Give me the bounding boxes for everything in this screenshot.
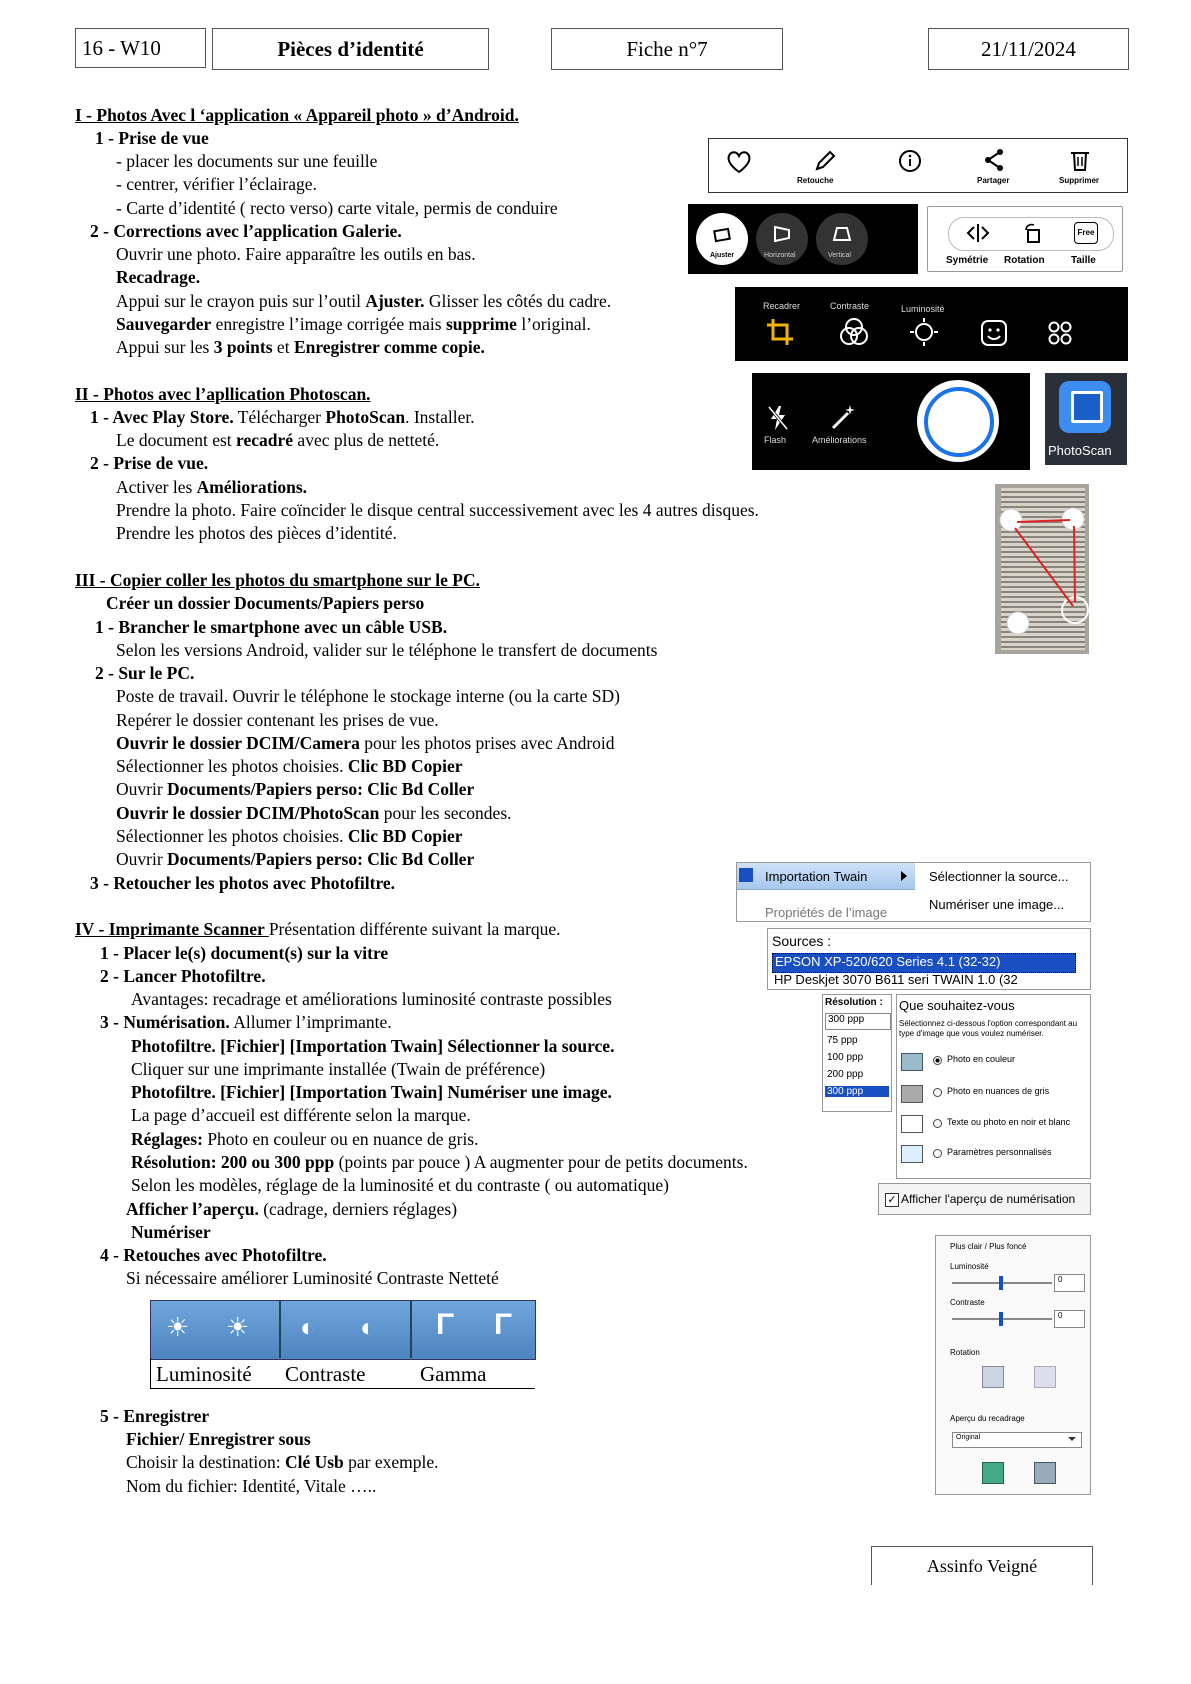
s1-l8d: Enregistrer comme copie. xyxy=(293,337,485,357)
s4-l7 xyxy=(131,1151,748,1174)
contraste-slider-label: Contraste xyxy=(950,1298,985,1307)
twain-menu-label: Importation Twain xyxy=(765,869,868,884)
lcg-divider-1 xyxy=(279,1300,281,1358)
ajuster-label: Ajuster xyxy=(710,252,735,259)
lcg-icons-bar xyxy=(150,1300,536,1360)
s2-l5: Prendre les photos des pièces d’identité. xyxy=(116,523,397,543)
chevron-down-icon xyxy=(1068,1437,1076,1441)
section2-title: II - Photos avec l’apllication Photoscan. xyxy=(75,384,371,404)
galerie-toolbar xyxy=(708,138,1128,193)
s1-l8a: Appui sur les xyxy=(116,337,214,357)
s1-l6 xyxy=(116,290,611,313)
s1-l6b: Ajuster. xyxy=(365,291,425,311)
contraste-tool-label: Contraste xyxy=(285,1362,366,1386)
alignment-lines xyxy=(995,484,1089,654)
contraste-slider-thumb[interactable] xyxy=(999,1312,1003,1326)
header-fiche-text: Fiche n°7 xyxy=(626,36,708,61)
header-date xyxy=(928,28,1129,70)
share-icon xyxy=(983,148,1005,172)
s1-l5: Recadrage. xyxy=(116,267,201,287)
s2-l1a: 1 - Avec Play Store. xyxy=(90,407,234,427)
pencil-icon xyxy=(813,149,837,173)
header-fiche xyxy=(551,28,783,70)
free-size-icon: Free xyxy=(1074,222,1098,244)
toolbar-retouche-label: Retouche xyxy=(797,176,834,185)
footer-box xyxy=(871,1546,1093,1585)
luminosite-tool-label: Luminosité xyxy=(156,1362,252,1386)
contrast-minus-icon: ◐ xyxy=(300,1312,316,1342)
s3-l2: Poste de travail. Ouvrir le téléphone le stockage interne (ou la carte SD) xyxy=(116,686,620,706)
resolution-title: Résolution : xyxy=(825,997,883,1008)
magic-wand-icon xyxy=(830,403,856,431)
s4-l3: Cliquer sur une imprimante installée (Twain de préférence) xyxy=(131,1059,546,1079)
s3-l5b: Clic BD Copier xyxy=(347,756,463,776)
s2-l3 xyxy=(116,476,307,499)
header-title-text: Pièces d’identité xyxy=(277,36,424,61)
resolution-dropdown xyxy=(822,994,892,1112)
photoscan-capture-bar xyxy=(752,373,1030,470)
shutter-ring xyxy=(924,387,994,457)
text-bw-icon xyxy=(901,1115,923,1133)
s4-l13c: par exemple. xyxy=(343,1452,439,1472)
photoscan-app-icon xyxy=(1045,373,1127,465)
rotate-right-icon[interactable] xyxy=(1034,1366,1056,1388)
source-item-epson[interactable]: EPSON XP-520/620 Series 4.1 (32-32) xyxy=(772,953,1076,973)
s2-l1d: . Installer. xyxy=(405,407,475,427)
s3-l7b: pour les secondes. xyxy=(379,803,512,823)
radio-custom[interactable] xyxy=(933,1149,942,1158)
s1-l7d: l’original. xyxy=(516,314,591,334)
contraste-value[interactable]: 0 xyxy=(1054,1310,1085,1328)
apercu-recadrage-label: Aperçu du recadrage xyxy=(950,1414,1025,1423)
s2-l1b: Télécharger xyxy=(233,407,326,427)
s4-l2: Photofiltre. [Fichier] [Importation Twain] Sélectionner la source. xyxy=(131,1036,615,1056)
radio-color[interactable] xyxy=(933,1056,942,1065)
resolution-option-300[interactable]: 300 ppp xyxy=(825,1086,889,1097)
s4-l6 xyxy=(131,1128,479,1151)
section4-title-main: IV - Imprimante Scanner xyxy=(75,919,269,939)
adjust-panel xyxy=(935,1235,1091,1495)
transform-bar xyxy=(927,206,1123,272)
s4-l9 xyxy=(126,1198,457,1221)
s1-sub2: 2 - Corrections avec l’application Galerie. xyxy=(90,221,402,241)
s4-sub4: 4 - Retouches avec Photofiltre. xyxy=(100,1245,327,1265)
twain-menu xyxy=(736,862,1091,922)
s3-l3: Repérer le dossier contenant les prises de vue. xyxy=(116,710,439,730)
luminosite-value[interactable]: 0 xyxy=(1054,1274,1085,1292)
s2-l1 xyxy=(90,406,475,429)
ajuster-bar xyxy=(688,204,918,274)
s4-l11: Si nécessaire améliorer Luminosité Contraste Netteté xyxy=(126,1268,499,1288)
lcg-divider-2 xyxy=(410,1300,412,1358)
s2-l2 xyxy=(116,429,439,452)
scan-image-item[interactable]: Numériser une image... xyxy=(929,897,1065,912)
rotate-left-icon[interactable] xyxy=(982,1366,1004,1388)
vertical-label: Vertical xyxy=(828,252,851,259)
option-gray-label: Photo en nuances de gris xyxy=(947,1086,1050,1096)
crop-rotate-icon xyxy=(712,226,732,244)
twain-icon xyxy=(739,868,753,882)
s1-l7a: Sauvegarder xyxy=(116,314,212,334)
s3-l5 xyxy=(116,755,463,778)
rotate-icon xyxy=(1022,222,1044,244)
s2-l3b: Améliorations. xyxy=(196,477,308,497)
s3-l7a: Ouvrir le dossier DCIM/PhotoScan xyxy=(116,803,380,823)
rotation-label: Rotation xyxy=(1004,255,1045,266)
luminosite-label: Luminosité xyxy=(901,304,945,314)
section4-title-rest: Présentation différente suivant la marque. xyxy=(268,919,561,939)
s3-l6 xyxy=(116,778,474,801)
horizontal-skew-icon xyxy=(772,225,792,243)
sources-dialog xyxy=(767,928,1091,990)
s1-l7 xyxy=(116,313,591,336)
info-icon xyxy=(898,149,922,173)
s3-sub1: 1 - Brancher le smartphone avec un câble USB. xyxy=(95,617,448,637)
s4-l13b: Clé Usb xyxy=(284,1452,344,1472)
luminosite-slider-label: Luminosité xyxy=(950,1262,989,1271)
s4-l8: Selon les modèles, réglage de la luminosité et du contraste ( ou automatique) xyxy=(131,1175,669,1195)
option-custom-label: Paramètres personnalisés xyxy=(947,1147,1052,1157)
gamma-minus-icon: Γ xyxy=(436,1308,455,1341)
toolbar-supprimer-label: Supprimer xyxy=(1059,176,1100,185)
s2-l1c: PhotoScan xyxy=(325,407,406,427)
twain-menu-below: Propriétés de l’image xyxy=(765,905,888,920)
s3-l0: Créer un dossier Documents/Papiers perso xyxy=(106,593,425,613)
s4-sub1: 1 - Placer le(s) document(s) sur la vitre xyxy=(100,943,389,963)
submenu-arrow-icon xyxy=(901,871,907,881)
horizontal-label: Horizontal xyxy=(764,252,796,259)
s4-l9a: Afficher l’aperçu. xyxy=(126,1199,259,1219)
contrast-plus-icon: ◐ xyxy=(360,1312,376,1342)
flip-icon xyxy=(966,223,990,243)
photoscan-logo-inner xyxy=(1071,391,1103,423)
brightness-minus-icon: ☀ xyxy=(166,1312,190,1342)
photo-color-icon xyxy=(901,1053,923,1071)
s1-l8b: 3 points xyxy=(213,337,273,357)
s1-sub1: 1 - Prise de vue xyxy=(95,128,209,148)
heart-icon xyxy=(726,150,752,174)
resolution-current[interactable]: 300 ppp xyxy=(825,1013,891,1030)
s3-l6b: Documents/Papiers perso: Clic Bd Coller xyxy=(167,779,475,799)
s3-sub2: 2 - Sur le PC. xyxy=(95,663,195,683)
s4-sub2: 2 - Lancer Photofiltre. xyxy=(100,966,266,986)
s3-l4a: Ouvrir le dossier DCIM/Camera xyxy=(116,733,360,753)
image-preview-icon[interactable] xyxy=(982,1462,1004,1484)
s3-l8b: Clic BD Copier xyxy=(347,826,463,846)
gamma-plus-icon: Γ xyxy=(494,1308,513,1341)
adjust-title: Plus clair / Plus foncé xyxy=(950,1242,1027,1251)
s4-sub3 xyxy=(100,1011,392,1034)
s4-l13a: Choisir la destination: xyxy=(126,1452,285,1472)
resolution-option-75[interactable]: 75 ppp xyxy=(827,1035,858,1046)
s1-l2: - centrer, vérifier l’éclairage. xyxy=(116,174,317,194)
s3-l1: Selon les versions Android, valider sur le téléphone le transfert de documents xyxy=(116,640,658,660)
s1-l8 xyxy=(116,336,485,359)
contrast-icon xyxy=(839,317,869,347)
s4-l6a: Réglages: xyxy=(131,1129,203,1149)
s2-l2c: avec plus de netteté. xyxy=(293,430,440,450)
option-color-label: Photo en couleur xyxy=(947,1054,1016,1064)
s4-sub3a: 3 - Numérisation. xyxy=(100,1012,230,1032)
sources-title: Sources : xyxy=(772,933,832,949)
s1-l7b: enregistre l’image corrigée mais xyxy=(211,314,446,334)
s4-sub5: 5 - Enregistrer xyxy=(100,1406,210,1426)
s4-l6b: Photo en couleur ou en nuance de gris. xyxy=(202,1129,479,1149)
rotation-label: Rotation xyxy=(950,1348,980,1357)
s3-sub3: 3 - Retoucher les photos avec Photofiltre. xyxy=(90,873,396,893)
flash-label: Flash xyxy=(764,435,787,445)
toolbar-partager-label: Partager xyxy=(977,176,1010,185)
header-title xyxy=(212,28,489,70)
flash-off-icon xyxy=(767,405,789,431)
apercu-select-value: Original xyxy=(956,1434,981,1441)
photoscan-app-label: PhotoScan xyxy=(1048,443,1112,458)
s1-l6a: Appui sur le crayon puis sur l’outil xyxy=(116,291,366,311)
brightness-plus-icon: ☀ xyxy=(226,1312,250,1342)
s3-l9b: Documents/Papiers perso: Clic Bd Coller xyxy=(167,849,475,869)
scan-dialog-title: Que souhaitez-vous xyxy=(899,998,1015,1013)
ameliorations-label: Améliorations xyxy=(812,435,867,445)
section1-title: I - Photos Avec l ‘application « Appareil photo » d’Android. xyxy=(75,105,519,125)
apercu-label: Afficher l'aperçu de numérisation xyxy=(901,1192,1076,1206)
s3-l8a: Sélectionner les photos choisies. xyxy=(116,826,348,846)
photo-gray-icon xyxy=(901,1085,923,1103)
s3-l4 xyxy=(116,732,615,755)
scan-type-dialog xyxy=(896,994,1091,1179)
s2-l4: Prendre la photo. Faire coïncider le disque central successivement avec les 4 autres disques. xyxy=(116,500,759,520)
s3-l9 xyxy=(116,848,474,871)
s3-l4b: pour les photos prises avec Android xyxy=(359,733,615,753)
s4-l4: Photofiltre. [Fichier] [Importation Twain] Numériser une image. xyxy=(131,1082,612,1102)
s1-l4: Ouvrir une photo. Faire apparaître les outils en bas. xyxy=(116,244,476,264)
crop-icon xyxy=(765,317,795,347)
s3-l8 xyxy=(116,825,463,848)
s3-l7 xyxy=(116,802,512,825)
option-bw-label: Texte ou photo en noir et blanc xyxy=(947,1117,1071,1127)
s1-l8c: et xyxy=(272,337,294,357)
symetrie-label: Symétrie xyxy=(946,255,989,266)
apercu-checkbox-bar xyxy=(878,1183,1091,1215)
s2-l3a: Activer les xyxy=(116,477,197,497)
more-icon xyxy=(1047,320,1073,346)
select-source-item[interactable]: Sélectionner la source... xyxy=(929,869,1069,884)
s4-l10: Numériser xyxy=(131,1222,211,1242)
s2-l2b: recadré xyxy=(236,430,294,450)
s1-l7c: supprime xyxy=(445,314,517,334)
s2-sub2: 2 - Prise de vue. xyxy=(90,453,209,473)
lcg-toolbar xyxy=(150,1300,535,1390)
s4-l7a: Résolution: 200 ou 300 ppp xyxy=(131,1152,335,1172)
header-code xyxy=(75,28,206,68)
vertical-skew-icon xyxy=(832,225,852,243)
s4-sub3b: Allumer l’imprimante. xyxy=(229,1012,392,1032)
undo-icon[interactable] xyxy=(1034,1462,1056,1484)
resolution-option-100[interactable]: 100 ppp xyxy=(827,1052,864,1063)
s4-l7b: (points par pouce ) A augmenter pour de petits documents. xyxy=(334,1152,748,1172)
scan-dialog-desc: Sélectionnez ci-dessous l'option correspondant au type d'image que vous voulez numériser. xyxy=(899,1019,1078,1038)
header-date-text: 21/11/2024 xyxy=(981,36,1076,61)
trash-icon xyxy=(1069,148,1091,172)
brightness-icon xyxy=(909,317,939,347)
radio-gray[interactable] xyxy=(933,1088,942,1097)
edit-tools-bar xyxy=(735,287,1128,361)
s4-l9b: (cadrage, derniers réglages) xyxy=(258,1199,458,1219)
recadrer-label: Recadrer xyxy=(763,301,801,311)
s4-l14: Nom du fichier: Identité, Vitale ….. xyxy=(126,1476,377,1496)
taille-label: Taille xyxy=(1071,255,1096,266)
custom-settings-icon xyxy=(901,1145,923,1163)
s2-l2a: Le document est xyxy=(116,430,237,450)
s4-l12: Fichier/ Enregistrer sous xyxy=(126,1429,311,1449)
gamma-tool-label: Gamma xyxy=(420,1362,487,1386)
photoscan-disks-photo xyxy=(995,484,1089,654)
s4-l5: La page d’accueil est différente selon la marque. xyxy=(131,1105,471,1125)
radio-bw[interactable] xyxy=(933,1119,942,1128)
resolution-option-200[interactable]: 200 ppp xyxy=(827,1069,864,1080)
s4-l1: Avantages: recadrage et améliorations luminosité contraste possibles xyxy=(131,989,612,1009)
s1-l1: - placer les documents sur une feuille xyxy=(116,151,378,171)
s1-l6c: Glisser les côtés du cadre. xyxy=(424,291,612,311)
s3-l9a: Ouvrir xyxy=(116,849,168,869)
s3-l5a: Sélectionner les photos choisies. xyxy=(116,756,348,776)
section3-title: III - Copier coller les photos du smartphone sur le PC. xyxy=(75,570,480,590)
sticker-icon xyxy=(980,319,1008,347)
s3-l6a: Ouvrir xyxy=(116,779,168,799)
footer-text: Assinfo Veigné xyxy=(926,1555,1038,1576)
apercu-checkbox[interactable]: ✓ xyxy=(885,1193,899,1207)
header-code-text: 16 - W10 xyxy=(82,35,161,60)
luminosite-slider-thumb[interactable] xyxy=(999,1276,1003,1290)
contraste-label: Contraste xyxy=(830,301,870,311)
section4-title xyxy=(75,918,561,941)
s1-l3: - Carte d’identité ( recto verso) carte vitale, permis de conduire xyxy=(116,198,558,218)
source-item-hp[interactable]: HP Deskjet 3070 B611 seri TWAIN 1.0 (32 xyxy=(774,972,1018,987)
s4-l13 xyxy=(126,1451,439,1474)
